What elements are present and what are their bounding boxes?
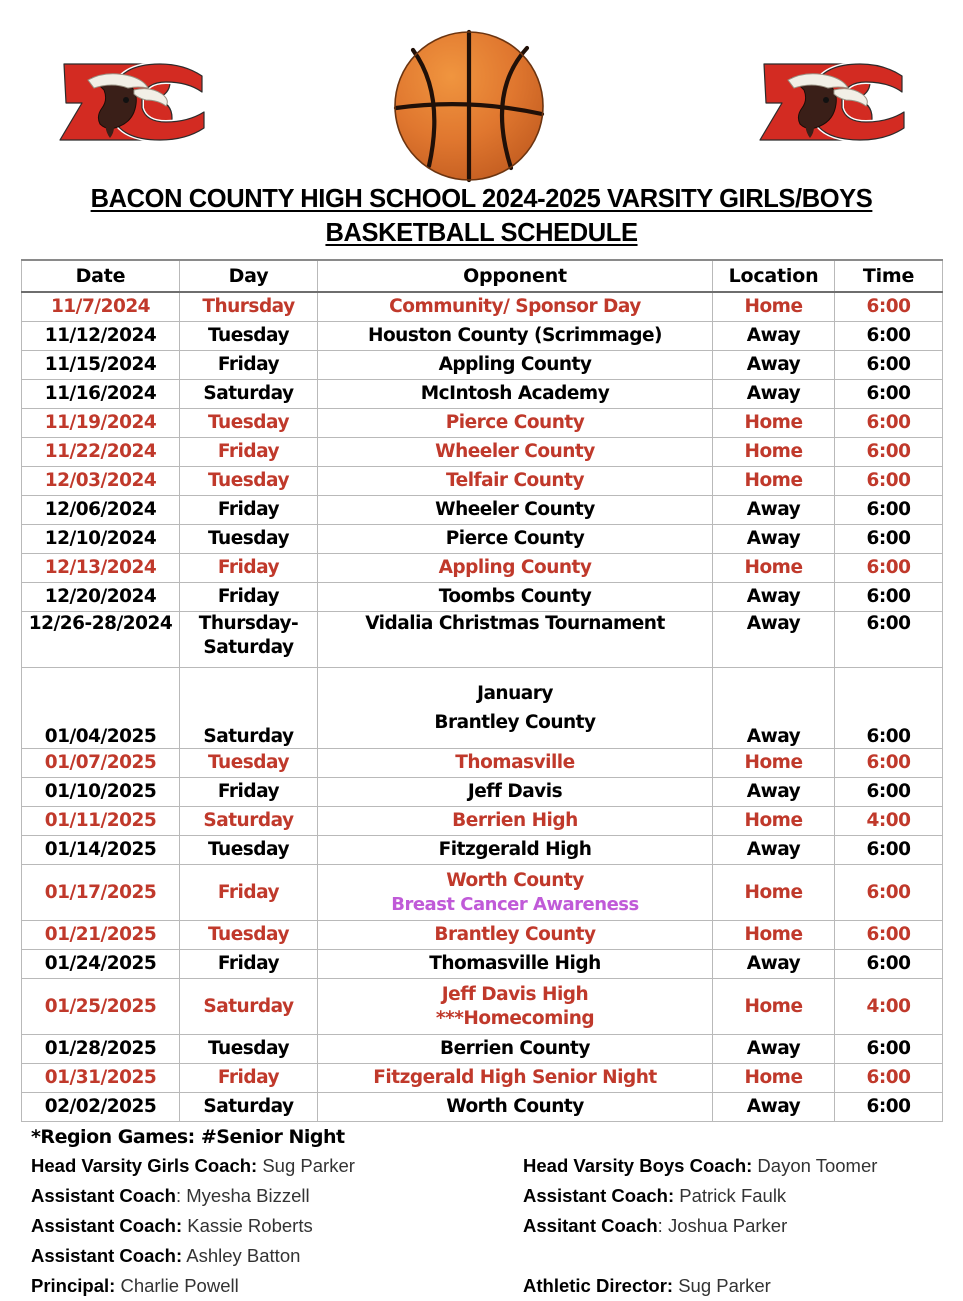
staff-line bbox=[31, 1181, 521, 1211]
opponent-name: Telfair County bbox=[445, 470, 585, 492]
footer-notes bbox=[21, 1125, 942, 1296]
opponent-name: Berrien High bbox=[452, 810, 578, 832]
opponent-name: Pierce County bbox=[445, 528, 585, 550]
table-row bbox=[22, 612, 943, 668]
cell-opponent bbox=[318, 1064, 713, 1093]
cell-location: Away bbox=[713, 1093, 835, 1122]
cell-location: Home bbox=[713, 438, 835, 467]
staff-line bbox=[523, 1211, 943, 1241]
opponent-name: Vidalia Christmas Tournament bbox=[365, 613, 665, 635]
cell-location: Away bbox=[713, 778, 835, 807]
cell-day: Saturday bbox=[180, 1093, 318, 1122]
cell-opponent bbox=[318, 467, 713, 496]
cell-date: 12/20/2024 bbox=[22, 583, 180, 612]
cell-location: Home bbox=[713, 467, 835, 496]
opponent-name: Appling County bbox=[438, 354, 592, 376]
cell-opponent bbox=[318, 554, 713, 583]
column-header-opponent: Opponent bbox=[318, 260, 713, 292]
staff-person-name: Charlie Powell bbox=[115, 1274, 239, 1296]
cell-time: 6:00 bbox=[835, 1035, 943, 1064]
cell-opponent bbox=[318, 950, 713, 979]
cell-opponent bbox=[318, 865, 713, 921]
cell-date: 01/17/2025 bbox=[22, 865, 180, 921]
table-row bbox=[22, 668, 943, 749]
staff-person-name: Kassie Roberts bbox=[182, 1214, 313, 1236]
cell-opponent bbox=[318, 807, 713, 836]
cell-day: Friday bbox=[180, 554, 318, 583]
cell-date: 01/10/2025 bbox=[22, 778, 180, 807]
header-graphics bbox=[0, 0, 963, 180]
opponent-sub-note: ***Homecoming bbox=[435, 1007, 595, 1029]
cell-opponent bbox=[318, 979, 713, 1035]
cell-time: 6:00 bbox=[835, 380, 943, 409]
opponent-name: Toombs County bbox=[438, 586, 592, 608]
cell-date: 01/31/2025 bbox=[22, 1064, 180, 1093]
opponent-name: Jeff Davis High bbox=[441, 984, 589, 1006]
staff-line bbox=[31, 1151, 521, 1181]
page-title-line-2: BASKETBALL SCHEDULE bbox=[325, 219, 638, 248]
staff-role-label: Principal: bbox=[31, 1274, 116, 1296]
table-row bbox=[22, 836, 943, 865]
cell-day: Saturday bbox=[180, 380, 318, 409]
staff-role-label: Athletic Director: bbox=[523, 1274, 674, 1296]
cell-time: 4:00 bbox=[835, 979, 943, 1035]
cell-opponent bbox=[318, 496, 713, 525]
bacon-county-bc-logo-left bbox=[52, 42, 220, 162]
opponent-name: Pierce County bbox=[445, 412, 585, 434]
cell-date: 11/19/2024 bbox=[22, 409, 180, 438]
cell-day: Tuesday bbox=[180, 467, 318, 496]
cell-date: 11/16/2024 bbox=[22, 380, 180, 409]
cell-date: 01/28/2025 bbox=[22, 1035, 180, 1064]
cell-opponent bbox=[318, 749, 713, 778]
cell-date: 11/15/2024 bbox=[22, 351, 180, 380]
cell-opponent bbox=[318, 322, 713, 351]
staff-line bbox=[31, 1211, 521, 1241]
cell-time: 6:00 bbox=[835, 668, 943, 749]
cell-day: Tuesday bbox=[180, 836, 318, 865]
cell-time: 6:00 bbox=[835, 865, 943, 921]
staff-column-boys bbox=[523, 1151, 943, 1301]
cell-day: Tuesday bbox=[180, 1035, 318, 1064]
cell-time: 6:00 bbox=[835, 409, 943, 438]
cell-time: 6:00 bbox=[835, 1064, 943, 1093]
table-row bbox=[22, 1035, 943, 1064]
cell-day: Friday bbox=[180, 950, 318, 979]
cell-day: Thursday- Saturday bbox=[180, 612, 318, 668]
cell-location: Home bbox=[713, 979, 835, 1035]
cell-day: Friday bbox=[180, 1064, 318, 1093]
table-row bbox=[22, 554, 943, 583]
basketball-graphic bbox=[383, 18, 555, 186]
cell-date: 11/22/2024 bbox=[22, 438, 180, 467]
cell-date: 01/25/2025 bbox=[22, 979, 180, 1035]
cell-date: 12/06/2024 bbox=[22, 496, 180, 525]
opponent-name: Community/ Sponsor Day bbox=[389, 296, 641, 318]
cell-date: 01/14/2025 bbox=[22, 836, 180, 865]
staff-person-name: : Joshua Parker bbox=[657, 1214, 788, 1236]
cell-time: 6:00 bbox=[835, 950, 943, 979]
opponent-name: Wheeler County bbox=[435, 499, 595, 521]
cell-location: Away bbox=[713, 950, 835, 979]
cell-day: Saturday bbox=[180, 668, 318, 749]
opponent-name: Fitzgerald High bbox=[438, 839, 592, 861]
cell-time: 6:00 bbox=[835, 525, 943, 554]
opponent-name: Brantley County bbox=[434, 924, 596, 946]
page-title bbox=[0, 182, 963, 250]
cell-date: 01/04/2025 bbox=[22, 668, 180, 749]
opponent-name: Jeff Davis bbox=[467, 781, 563, 803]
cell-day: Friday bbox=[180, 865, 318, 921]
staff-person-name: : Myesha Bizzell bbox=[175, 1184, 310, 1206]
cell-opponent bbox=[318, 380, 713, 409]
cell-opponent bbox=[318, 921, 713, 950]
cell-date: 12/10/2024 bbox=[22, 525, 180, 554]
staff-role-label: Assistant Coach bbox=[31, 1184, 176, 1206]
table-row bbox=[22, 496, 943, 525]
cell-time: 6:00 bbox=[835, 1093, 943, 1122]
cell-location: Home bbox=[713, 554, 835, 583]
staff-column-girls bbox=[31, 1151, 521, 1301]
cell-opponent bbox=[318, 292, 713, 322]
opponent-name: Fitzgerald High Senior Night bbox=[373, 1067, 657, 1089]
table-row bbox=[22, 950, 943, 979]
cell-location: Home bbox=[713, 1064, 835, 1093]
cell-day: Thursday bbox=[180, 292, 318, 322]
table-row bbox=[22, 778, 943, 807]
column-header-location: Location bbox=[713, 260, 835, 292]
table-row bbox=[22, 1093, 943, 1122]
cell-opponent bbox=[318, 612, 713, 668]
cell-time: 6:00 bbox=[835, 438, 943, 467]
cell-opponent bbox=[318, 1093, 713, 1122]
staff-line bbox=[523, 1181, 943, 1211]
cell-time: 6:00 bbox=[835, 583, 943, 612]
cell-location: Away bbox=[713, 351, 835, 380]
table-header-row bbox=[22, 260, 943, 292]
cell-date: 11/12/2024 bbox=[22, 322, 180, 351]
cell-time: 6:00 bbox=[835, 921, 943, 950]
cell-location: Away bbox=[713, 380, 835, 409]
region-games-note: *Region Games: #Senior Night bbox=[31, 1126, 345, 1149]
column-header-date: Date bbox=[22, 260, 180, 292]
cell-opponent bbox=[318, 1035, 713, 1064]
cell-date: 12/13/2024 bbox=[22, 554, 180, 583]
cell-day: Friday bbox=[180, 351, 318, 380]
cell-day: Tuesday bbox=[180, 322, 318, 351]
cell-time: 6:00 bbox=[835, 612, 943, 668]
cell-day: Friday bbox=[180, 778, 318, 807]
table-row bbox=[22, 1064, 943, 1093]
column-header-time: Time bbox=[835, 260, 943, 292]
cell-location: Away bbox=[713, 525, 835, 554]
cell-location: Away bbox=[713, 583, 835, 612]
cell-time: 4:00 bbox=[835, 807, 943, 836]
bacon-county-bc-logo-right bbox=[752, 42, 920, 162]
cell-opponent bbox=[318, 778, 713, 807]
cell-date: 12/26-28/2024 bbox=[22, 612, 180, 668]
cell-day: Saturday bbox=[180, 979, 318, 1035]
cell-opponent bbox=[318, 525, 713, 554]
table-row bbox=[22, 525, 943, 554]
staff-line bbox=[31, 1241, 521, 1271]
opponent-name: Thomasville bbox=[455, 752, 575, 774]
table-row bbox=[22, 292, 943, 322]
cell-location: Home bbox=[713, 865, 835, 921]
cell-time: 6:00 bbox=[835, 496, 943, 525]
page-title-line-1: BACON COUNTY HIGH SCHOOL 2024-2025 VARSITY GIRLS/BOYS bbox=[90, 185, 873, 213]
table-row bbox=[22, 865, 943, 921]
table-row bbox=[22, 749, 943, 778]
cell-time: 6:00 bbox=[835, 351, 943, 380]
staff-role-label: Head Varsity Boys Coach: bbox=[523, 1155, 753, 1176]
column-header-day: Day bbox=[180, 260, 318, 292]
cell-day: Friday bbox=[180, 583, 318, 612]
cell-day: Tuesday bbox=[180, 409, 318, 438]
cell-opponent bbox=[318, 668, 713, 749]
cell-location: Away bbox=[713, 1035, 835, 1064]
cell-opponent bbox=[318, 438, 713, 467]
staff-person-name: Sug Parker bbox=[673, 1274, 771, 1296]
cell-date: 01/07/2025 bbox=[22, 749, 180, 778]
schedule-table-body bbox=[22, 292, 943, 1122]
schedule-table-head bbox=[22, 260, 943, 292]
cell-location: Home bbox=[713, 921, 835, 950]
cell-location: Home bbox=[713, 749, 835, 778]
staff-person-name: Dayon Toomer bbox=[752, 1155, 878, 1176]
cell-day: Saturday bbox=[180, 807, 318, 836]
cell-location: Home bbox=[713, 807, 835, 836]
cell-opponent bbox=[318, 836, 713, 865]
staff-role-label: Assistant Coach: bbox=[31, 1244, 183, 1266]
cell-time: 6:00 bbox=[835, 467, 943, 496]
cell-location: Home bbox=[713, 292, 835, 322]
cell-time: 6:00 bbox=[835, 836, 943, 865]
opponent-name: Berrien County bbox=[440, 1038, 590, 1060]
cell-day: Tuesday bbox=[180, 921, 318, 950]
table-row bbox=[22, 807, 943, 836]
cell-location: Away bbox=[713, 612, 835, 668]
cell-opponent bbox=[318, 583, 713, 612]
cell-time: 6:00 bbox=[835, 554, 943, 583]
staff-role-label: Assistant Coach: bbox=[523, 1184, 675, 1206]
opponent-name: Worth County bbox=[446, 1096, 584, 1118]
staff-person-name: Ashley Batton bbox=[182, 1244, 301, 1266]
cell-opponent bbox=[318, 351, 713, 380]
month-label: January bbox=[477, 682, 553, 704]
cell-date: 02/02/2025 bbox=[22, 1093, 180, 1122]
cell-day: Friday bbox=[180, 438, 318, 467]
staff-spacer bbox=[523, 1241, 943, 1271]
opponent-sub-note: Breast Cancer Awareness bbox=[391, 894, 639, 916]
cell-time: 6:00 bbox=[835, 749, 943, 778]
cell-day: Tuesday bbox=[180, 749, 318, 778]
staff-role-label: Head Varsity Girls Coach: bbox=[31, 1155, 258, 1176]
cell-day: Tuesday bbox=[180, 525, 318, 554]
cell-time: 6:00 bbox=[835, 778, 943, 807]
opponent-name: Houston County (Scrimmage) bbox=[367, 325, 662, 347]
table-row bbox=[22, 322, 943, 351]
schedule-table bbox=[21, 259, 943, 1122]
opponent-name: Wheeler County bbox=[435, 441, 595, 463]
opponent-name: Thomasville High bbox=[429, 953, 601, 975]
opponent-name: Appling County bbox=[438, 557, 592, 579]
cell-location: Away bbox=[713, 836, 835, 865]
cell-location: Away bbox=[713, 322, 835, 351]
cell-date: 11/7/2024 bbox=[22, 292, 180, 322]
cell-time: 6:00 bbox=[835, 322, 943, 351]
table-row bbox=[22, 380, 943, 409]
table-row bbox=[22, 409, 943, 438]
staff-person-name: Patrick Faulk bbox=[674, 1184, 787, 1206]
opponent-name: McIntosh Academy bbox=[420, 383, 610, 405]
staff-person-name: Sug Parker bbox=[257, 1155, 355, 1176]
table-row bbox=[22, 921, 943, 950]
cell-date: 12/03/2024 bbox=[22, 467, 180, 496]
cell-date: 01/21/2025 bbox=[22, 921, 180, 950]
cell-opponent bbox=[318, 409, 713, 438]
table-row bbox=[22, 438, 943, 467]
staff-role-label: Assistant Coach: bbox=[31, 1214, 183, 1236]
staff-line bbox=[523, 1151, 943, 1181]
cell-date: 01/11/2025 bbox=[22, 807, 180, 836]
cell-location: Away bbox=[713, 668, 835, 749]
cell-day: Friday bbox=[180, 496, 318, 525]
schedule-table-wrap bbox=[21, 259, 942, 1122]
opponent-name: Brantley County bbox=[434, 712, 596, 734]
cell-location: Home bbox=[713, 409, 835, 438]
staff-role-label: Assitant Coach bbox=[523, 1214, 658, 1236]
table-row bbox=[22, 467, 943, 496]
cell-time: 6:00 bbox=[835, 292, 943, 322]
table-row bbox=[22, 351, 943, 380]
table-row bbox=[22, 583, 943, 612]
opponent-name: Worth County bbox=[446, 870, 584, 892]
cell-location: Away bbox=[713, 496, 835, 525]
table-row bbox=[22, 979, 943, 1035]
cell-date: 01/24/2025 bbox=[22, 950, 180, 979]
